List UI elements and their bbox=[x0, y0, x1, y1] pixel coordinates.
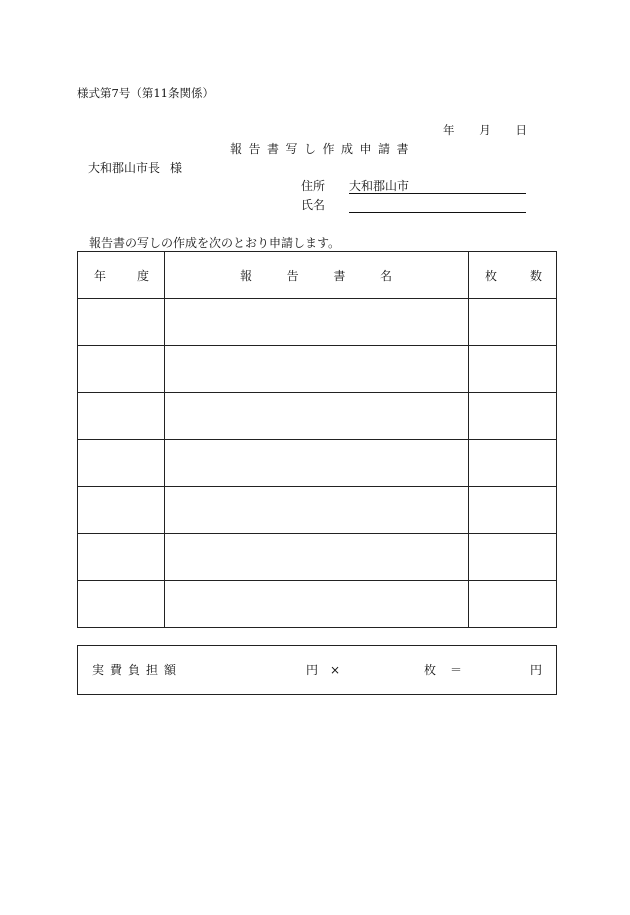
fee-box bbox=[77, 645, 557, 695]
report-name-cell[interactable] bbox=[165, 346, 469, 393]
table-row bbox=[78, 299, 557, 346]
report-name-cell[interactable] bbox=[165, 581, 469, 628]
header-year bbox=[78, 252, 165, 299]
header-name-char: 告 bbox=[286, 268, 299, 283]
year-cell[interactable] bbox=[78, 487, 165, 534]
count-cell[interactable] bbox=[469, 581, 557, 628]
name-label: 氏名 bbox=[301, 198, 326, 212]
year-cell[interactable] bbox=[78, 393, 165, 440]
year-cell[interactable] bbox=[78, 534, 165, 581]
header-name-char: 書 bbox=[333, 268, 346, 283]
report-name-cell[interactable] bbox=[165, 534, 469, 581]
fee-times-sign: × bbox=[330, 663, 341, 677]
count-cell[interactable] bbox=[469, 534, 557, 581]
table-row bbox=[78, 393, 557, 440]
report-name-cell[interactable] bbox=[165, 393, 469, 440]
report-name-cell[interactable] bbox=[165, 440, 469, 487]
table-row bbox=[78, 487, 557, 534]
address-field[interactable]: 大和郡山市 bbox=[349, 179, 526, 194]
header-count-char: 数 bbox=[529, 268, 542, 283]
year-cell[interactable] bbox=[78, 440, 165, 487]
form-number: 様式第7号（第11条関係） bbox=[77, 86, 214, 100]
year-cell[interactable] bbox=[78, 299, 165, 346]
table-row bbox=[78, 346, 557, 393]
header-year-char: 度 bbox=[136, 268, 149, 283]
fee-yen-unit: 円 bbox=[306, 663, 319, 677]
header-name-char: 報 bbox=[240, 268, 253, 283]
document-title: 報告書写し作成申請書 bbox=[230, 142, 416, 156]
date-month-label: 月 bbox=[479, 123, 491, 137]
report-name-cell[interactable] bbox=[165, 487, 469, 534]
addressee bbox=[88, 161, 182, 175]
fee-sheets-unit: 枚 bbox=[424, 663, 437, 677]
fee-label: 実費負担額 bbox=[92, 663, 183, 677]
header-name-char: 名 bbox=[379, 268, 392, 283]
report-name-cell[interactable] bbox=[165, 299, 469, 346]
date-year-label: 年 bbox=[443, 123, 455, 137]
addressee-honorific: 様 bbox=[170, 161, 183, 175]
year-cell[interactable] bbox=[78, 346, 165, 393]
table-header-row bbox=[78, 252, 557, 299]
intro-text: 報告書の写しの作成を次のとおり申請します。 bbox=[89, 236, 341, 250]
header-year-char: 年 bbox=[94, 268, 107, 283]
report-table bbox=[77, 251, 557, 628]
year-cell[interactable] bbox=[78, 581, 165, 628]
address-label: 住所 bbox=[301, 179, 326, 193]
name-field[interactable] bbox=[349, 198, 526, 213]
table-row bbox=[78, 534, 557, 581]
date-day-label: 日 bbox=[515, 123, 527, 137]
table-row bbox=[78, 581, 557, 628]
addressee-name: 大和郡山市長 bbox=[88, 161, 161, 175]
fee-total-unit: 円 bbox=[530, 663, 543, 677]
fee-equals-sign: ＝ bbox=[450, 663, 463, 677]
header-count-char: 枚 bbox=[485, 268, 498, 283]
header-report-name bbox=[165, 252, 469, 299]
count-cell[interactable] bbox=[469, 487, 557, 534]
date-line bbox=[443, 123, 527, 137]
count-cell[interactable] bbox=[469, 393, 557, 440]
count-cell[interactable] bbox=[469, 299, 557, 346]
table-row bbox=[78, 440, 557, 487]
header-count bbox=[469, 252, 557, 299]
count-cell[interactable] bbox=[469, 346, 557, 393]
count-cell[interactable] bbox=[469, 440, 557, 487]
